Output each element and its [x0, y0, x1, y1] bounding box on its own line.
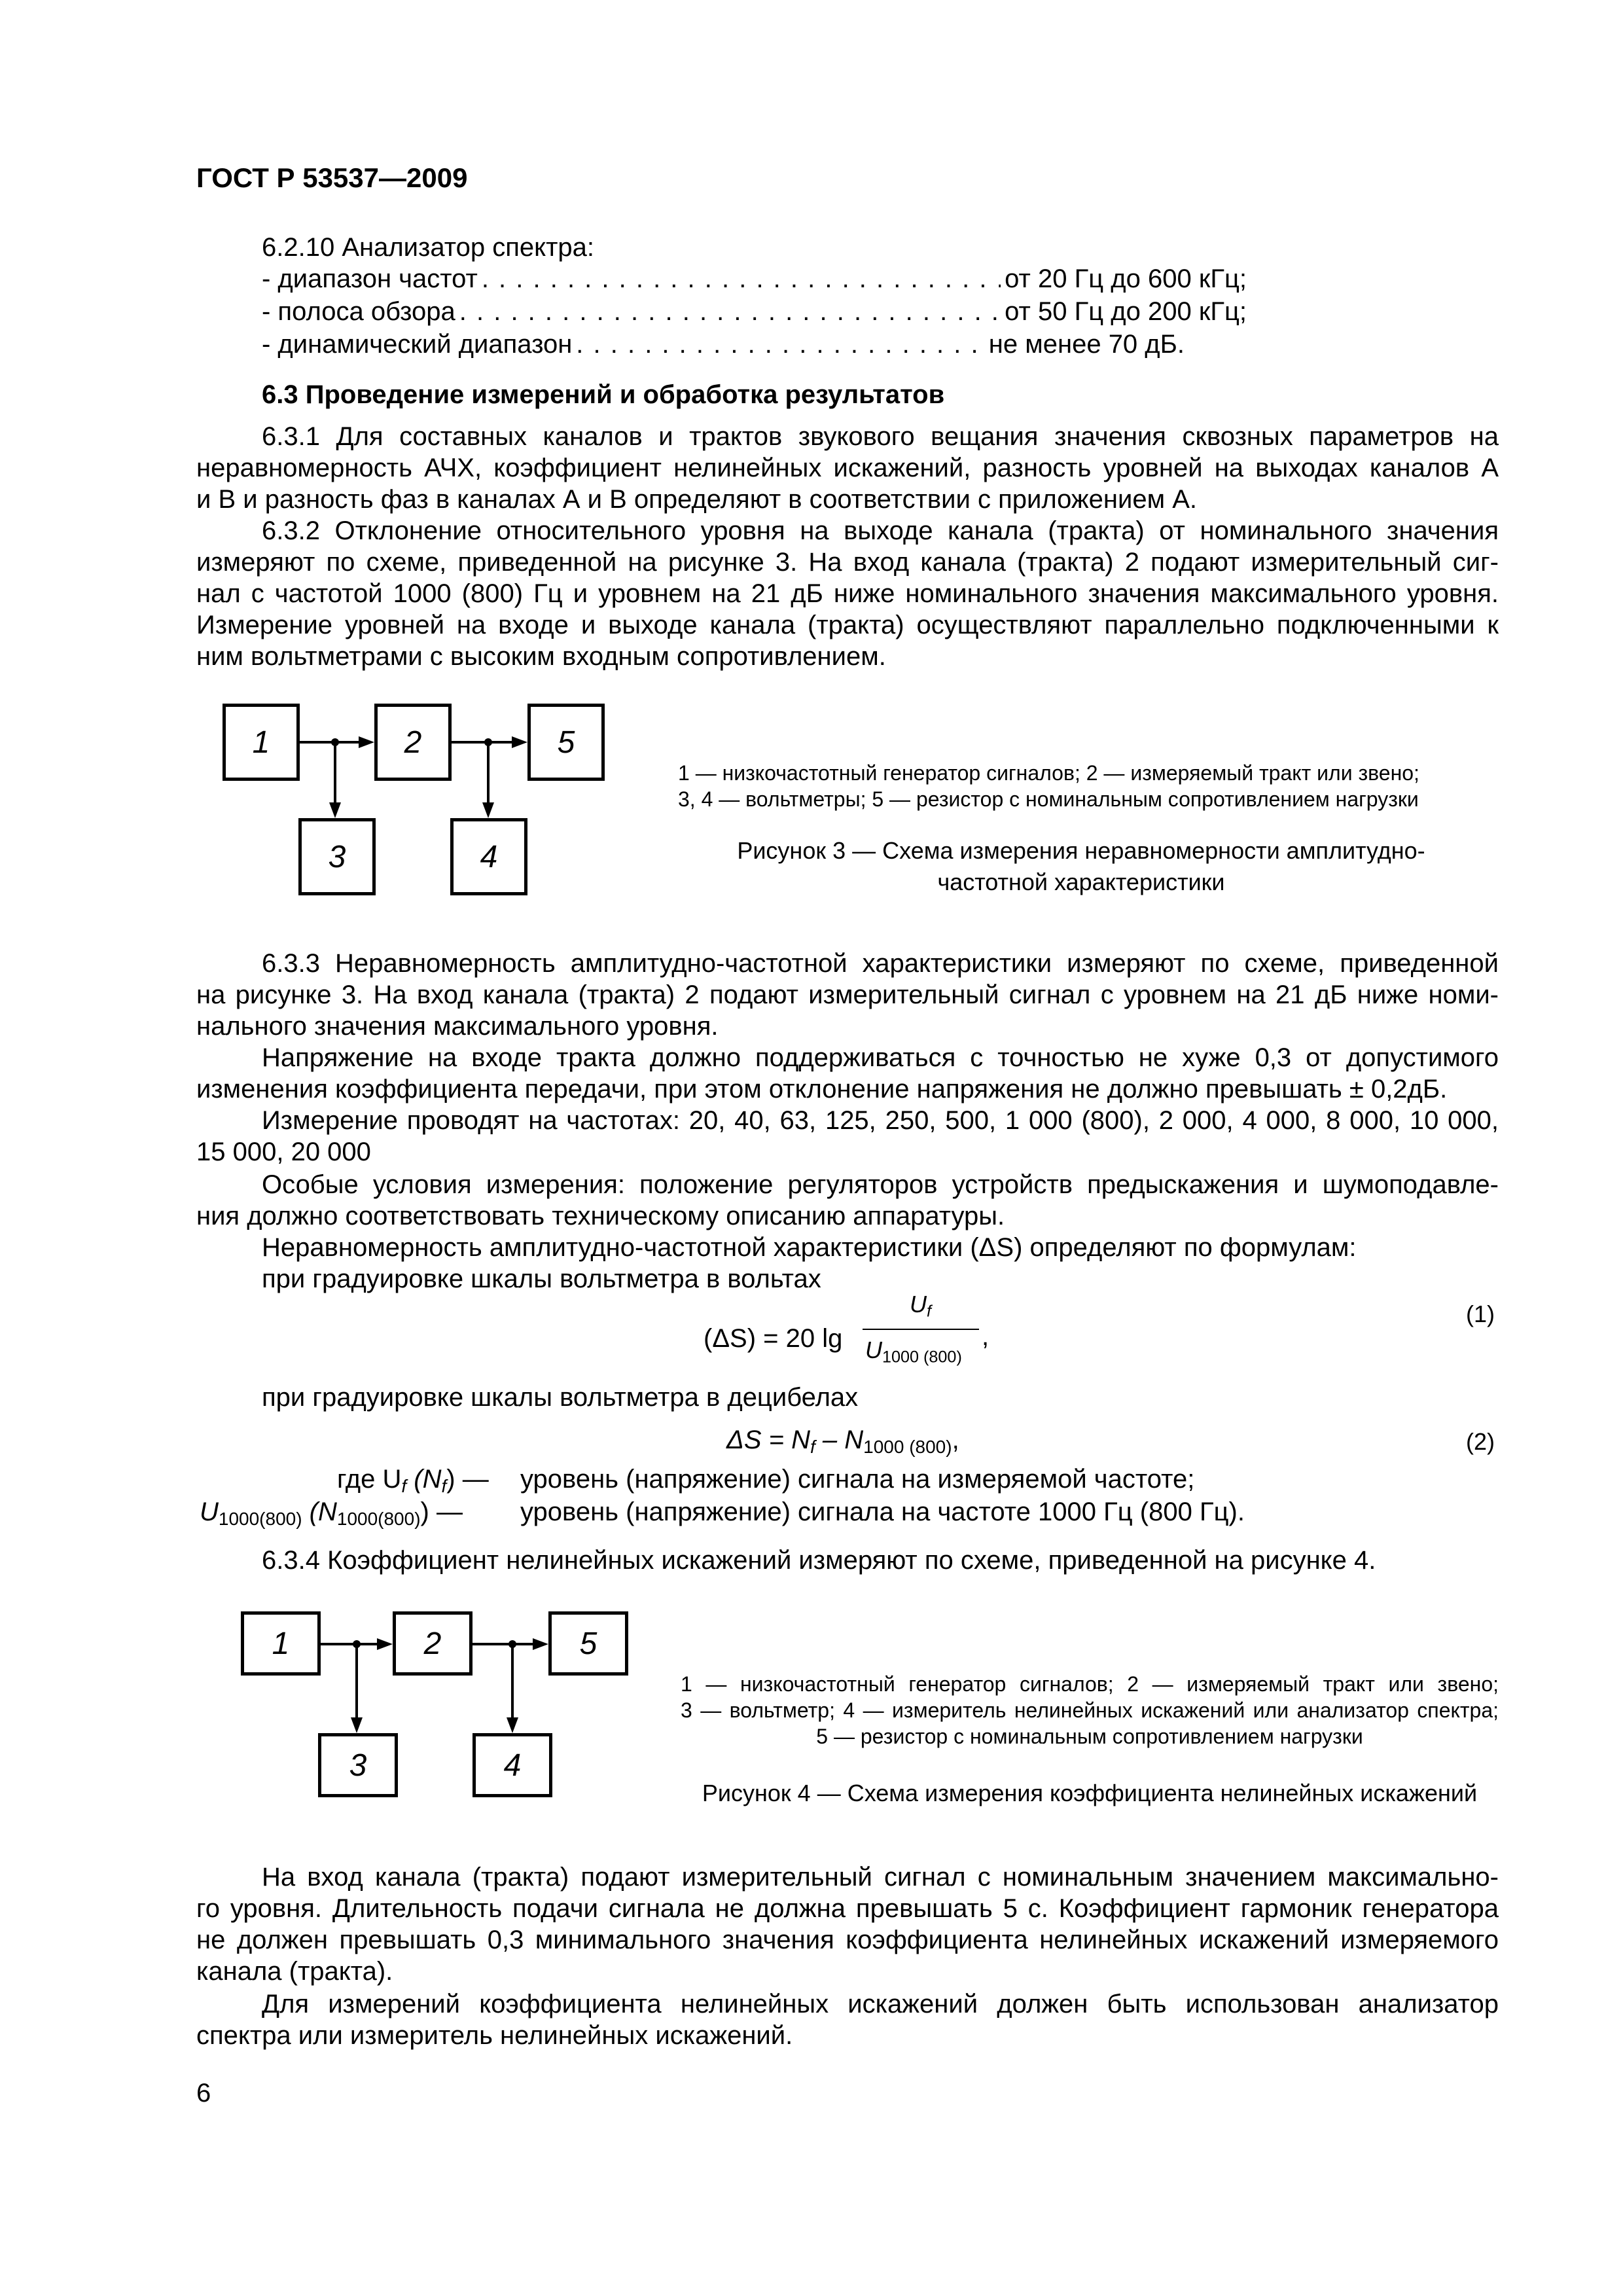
para-frequencies-line: 15 000, 20 000 [196, 1138, 371, 1166]
def1-par-sub: f [441, 1476, 447, 1496]
figure-3-legend-line: 3, 4 — вольтметры; 5 — резистор с номинальным сопротивлением нагрузки [678, 787, 1419, 811]
para-6-3-1-line: неравномерность АЧХ, коэффициент нелинейных искажений, разность уровней на выходах каналов А [196, 454, 1499, 482]
figure-4-caption: Рисунок 4 — Схема измерения коэффициента нелинейных искажений [702, 1780, 1478, 1806]
denominator-symbol: U [865, 1336, 882, 1363]
para-6-3-2-line: ним вольтметрами с высоким входным сопротивлением. [196, 642, 886, 671]
para-frequencies-line: Измерение проводят на частотах: 20, 40, 63, 125, 250, 500, 1 000 (800), 2 000, 4 000, 8 000, 10 000, [262, 1106, 1499, 1135]
para-6-3-2-line: Измерение уровней на входе и выходе канала (тракта) осуществляют параллельно подключенными к [196, 611, 1499, 639]
para-analyzer-line: спектра или измеритель нелинейных искажений. [196, 2021, 793, 2050]
def2-sub: 1000(800) [218, 1509, 302, 1529]
document-header: ГОСТ Р 53537—2009 [196, 162, 468, 193]
para-6-3-4: 6.3.4 Коэффициент нелинейных искажений измеряют по схеме, приведенной на рисунке 4. [262, 1546, 1376, 1575]
para-conditions-line: ния должно соответствовать техническому описанию аппаратуры. [196, 1202, 1005, 1230]
numerator-symbol: U [910, 1291, 927, 1318]
formula-1-number: (1) [1466, 1300, 1495, 1327]
section-6-3-heading: 6.3 Проведение измерений и обработка результатов [262, 380, 945, 409]
formula-2-number: (2) [1466, 1428, 1495, 1455]
formula-1-left: (ΔS) = 20 lg [704, 1324, 843, 1353]
figure-3-legend-line: 1 — низкочастотный генератор сигналов; 2 — измеряемый тракт или звено; [678, 761, 1419, 785]
para-6-3-2-line: нал с частотой 1000 (800) Гц и уровнем на 21 дБ ниже номинального значения максимального уровня. [196, 579, 1499, 608]
block-3-voltmeter: 3 [318, 1733, 398, 1797]
spec-value: не менее 70 дБ. [988, 330, 1185, 359]
page-number: 6 [196, 2079, 211, 2108]
para-final-line: канала (тракта). [196, 1957, 393, 1986]
para-formulas-intro: Неравномерность амплитудно-частотной характеристики (ΔS) определяют по формулам: [262, 1233, 1357, 1262]
def2-par-sub: 1000(800) [336, 1509, 421, 1529]
spec-label: - полоса обзора [262, 297, 455, 326]
denominator-sub: 1000 (800) [882, 1348, 962, 1367]
para-final-line: го уровня. Длительность подачи сигнала не должна превышать 5 с. Коэффициент гармоник генератора [196, 1894, 1499, 1923]
para-conditions-line: Особые условия измерения: положение регуляторов устройств предыскажения и шумоподавле- [262, 1170, 1499, 1199]
spec-label: - динамический диапазон [262, 330, 573, 359]
def2-par: (N [302, 1498, 337, 1526]
para-voltage-line: Напряжение на входе тракта должно поддерживаться с точностью не хуже 0,3 от допустимого [262, 1043, 1499, 1072]
figure-3-caption-line: частотной характеристики [937, 869, 1225, 895]
def2-sym: U [200, 1498, 219, 1526]
spec-label: - диапазон частот [262, 264, 478, 293]
block-4-voltmeter: 4 [450, 818, 527, 895]
spec-value: от 20 Гц до 600 кГц; [1005, 264, 1247, 293]
para-6-3-3-line: нального значения максимального уровня. [196, 1012, 719, 1041]
block-2-tract: 2 [393, 1611, 473, 1676]
spec-value: от 50 Гц до 200 кГц; [1005, 297, 1247, 326]
section-6-2-10-title: 6.2.10 Анализатор спектра: [262, 233, 594, 262]
formula-2-mid: – N [815, 1426, 864, 1454]
block-5-resistor: 5 [548, 1611, 628, 1676]
block-2-tract: 2 [374, 704, 452, 781]
para-6-3-3-line: на рисунке 3. На вход канала (тракта) 2 подают измерительный сигнал с уровнем на 21 дБ ниже номи- [196, 980, 1499, 1009]
para-decibel-scale: при градуировке шкалы вольтметра в децибелах [262, 1383, 859, 1412]
formula-2-left: ΔS = N [726, 1426, 810, 1454]
formula-1-comma: , [982, 1322, 990, 1351]
figure-3-caption-line: Рисунок 3 — Схема измерения неравномерности амплитудно- [737, 837, 1425, 864]
para-voltage-line: изменения коэффициента передачи, при этом отклонение напряжения не должно превышать ± 0,2дБ. [196, 1075, 1448, 1103]
figure-4-legend-line: 1 — низкочастотный генератор сигналов; 2 — измеряемый тракт или звено; [681, 1672, 1499, 1696]
formula-2-sub-f: f [810, 1437, 815, 1457]
para-analyzer-line: Для измерений коэффициента нелинейных искажений должен быть использован анализатор [262, 1990, 1499, 2018]
block-3-voltmeter: 3 [298, 818, 376, 895]
para-final-line: На вход канала (тракта) подают измерительный сигнал с номинальным значением максимально- [262, 1863, 1499, 1892]
block-5-resistor: 5 [527, 704, 605, 781]
figure-4-legend-line: 5 — резистор с номинальным сопротивлением нагрузки [816, 1725, 1363, 1748]
para-final-line: не должен превышать 0,3 минимального значения коэффициента нелинейных искажений измеряемого [196, 1926, 1499, 1954]
para-6-3-1-line: 6.3.1 Для составных каналов и трактов звукового вещания значения сквозных параметров на [262, 422, 1499, 451]
formula-2-sub-1000: 1000 (800) [863, 1437, 952, 1457]
definition-2-text: уровень (напряжение) сигнала на частоте 1000 Гц (800 Гц). [520, 1498, 1245, 1526]
para-6-3-1-line: и В и разность фаз в каналах А и В определяют в соответствии с приложением А. [196, 485, 1198, 514]
definition-1-text: уровень (напряжение) сигнала на измеряемой частоте; [520, 1465, 1195, 1494]
para-6-3-2-line: 6.3.2 Отклонение относительного уровня на выходе канала (тракта) от номинального значения [262, 516, 1499, 545]
def1-sym: где U [337, 1465, 402, 1494]
def1-sub: f [401, 1476, 407, 1496]
block-1-generator: 1 [241, 1611, 321, 1676]
def1-par: (N [406, 1465, 442, 1494]
figure-4-legend-line: 3 — вольтметр; 4 — измеритель нелинейных искажений или анализатор спектра; [681, 1698, 1499, 1722]
block-4-distortion-meter: 4 [473, 1733, 552, 1797]
def2-close: ) — [420, 1498, 463, 1526]
para-volts-scale: при градуировке шкалы вольтметра в вольтах [262, 1265, 821, 1293]
def1-close: ) — [446, 1465, 489, 1494]
block-1-generator: 1 [223, 704, 300, 781]
formula-2-comma: , [952, 1426, 959, 1454]
numerator-sub: f [927, 1302, 931, 1321]
para-6-3-2-line: измеряют по схеме, приведенной на рисунке 3. На вход канала (тракта) 2 подают измерительный сиг- [196, 548, 1499, 577]
para-6-3-3-line: 6.3.3 Неравномерность амплитудно-частотной характеристики измеряют по схеме, приведенной [262, 949, 1499, 978]
